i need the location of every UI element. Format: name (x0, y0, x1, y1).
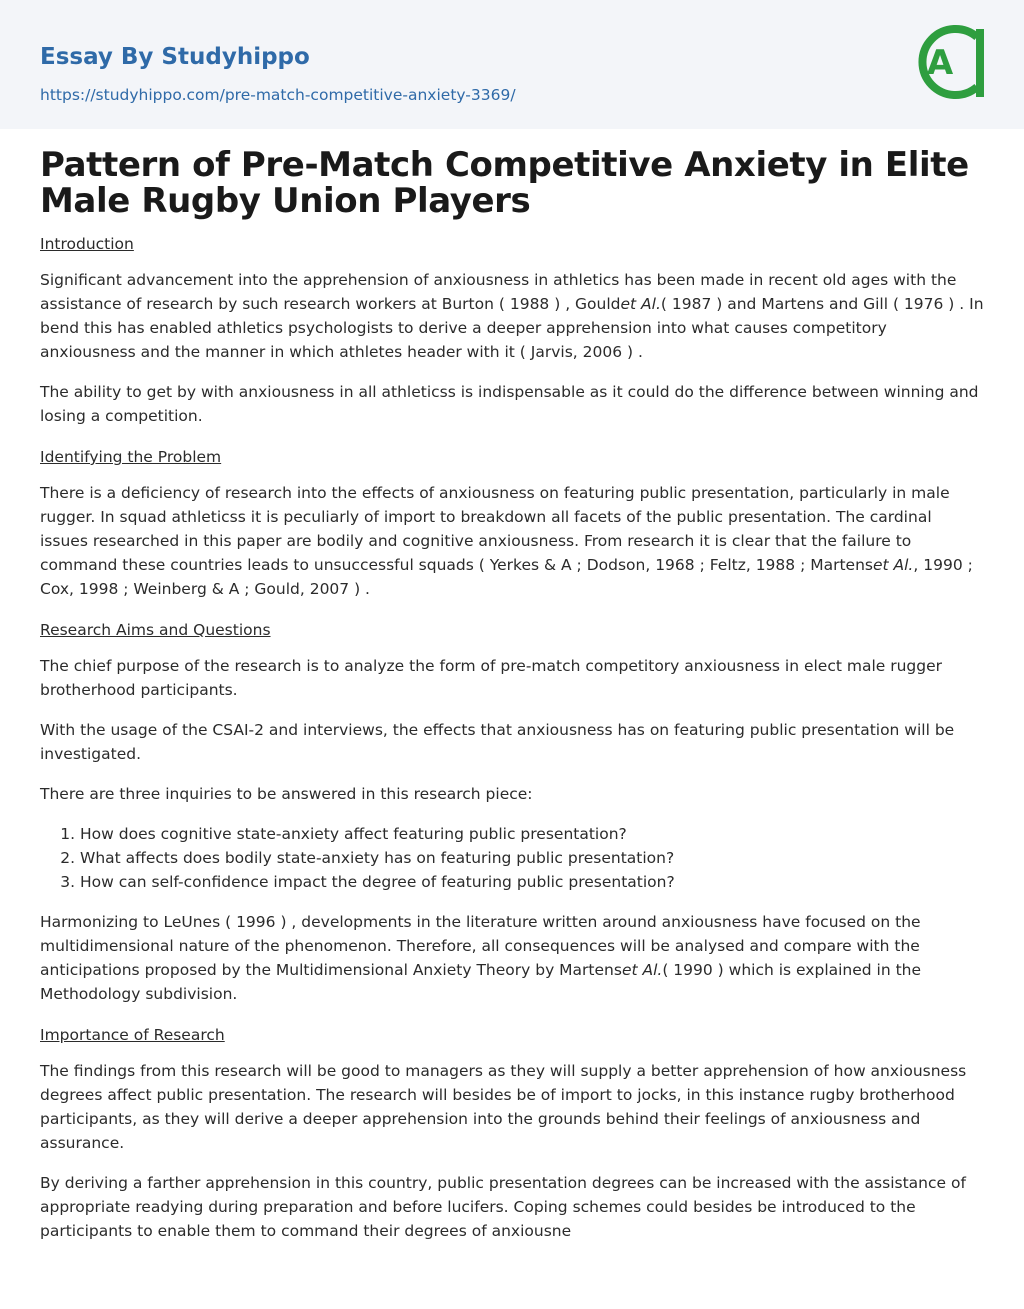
aims-heading: Research Aims and Questions (40, 621, 271, 639)
site-brand[interactable]: Essay By Studyhippo (40, 44, 310, 70)
introduction-heading: Introduction (40, 235, 134, 253)
page-header (0, 0, 1024, 129)
essay-content (0, 147, 1024, 1243)
studyhippo-logo-icon[interactable] (910, 18, 990, 106)
list-item: 2. What affects does bodily state-anxiety has on featuring public presentation? (80, 846, 984, 870)
research-questions-list (40, 822, 984, 894)
list-item: 1. How does cognitive state-anxiety affect featuring public presentation? (80, 822, 984, 846)
importance-heading: Importance of Research (40, 1026, 225, 1044)
essay-title: Pattern of Pre-Match Competitive Anxiety in Elite Male Rugby Union Players (40, 145, 969, 221)
aims-paragraph-3: There are three inquiries to be answered in this research piece: (40, 785, 533, 803)
importance-paragraph-1: The findings from this research will be good to managers as they will supply a better apprehension of how anxiousness degrees affect public presentation. The research will besides be of import to jocks, in this instance rugby brotherhood participants, as they will derive a deeper apprehension into the grounds behind their feelings of anxiousness and assurance. (40, 1062, 967, 1152)
introduction-paragraph-1: Significant advancement into the apprehension of anxiousness in athletics has been made in recent old ages with the assistance of research by such research workers at Burton ( 1988 ) , Gouldet Al.( 1987 ) and Martens and Gill ( 1976 ) . In bend this has enabled athletics psychologists to derive a deeper apprehension into what causes competitory anxiousness and the manner in which athletes header with it ( Jarvis, 2006 ) . (40, 271, 984, 361)
logo-letter: A (926, 43, 954, 83)
introduction-paragraph-2: The ability to get by with anxiousness in all athleticss is indispensable as it could do the difference between winning and losing a competition. (40, 383, 979, 425)
aims-paragraph-1: The chief purpose of the research is to analyze the form of pre-match competitory anxiousness in elect male rugger brotherhood participants. (40, 657, 943, 699)
source-url-link[interactable]: https://studyhippo.com/pre-match-competitive-anxiety-3369/ (40, 86, 516, 104)
aims-paragraph-2: With the usage of the CSAI-2 and interviews, the effects that anxiousness has on featuring public presentation will be investigated. (40, 721, 955, 763)
problem-paragraph: There is a deficiency of research into the effects of anxiousness on featuring public presentation, particularly in male rugger. In squad athleticss it is peculiarly of import to breakdown all facets of the public presentation. The cardinal issues researched in this paper are bodily and cognitive anxiousness. From research it is clear that the failure to command these countries leads to unsuccessful squads ( Yerkes & A ; Dodson, 1968 ; Feltz, 1988 ; Martenset Al., 1990 ; Cox, 1998 ; Weinberg & A ; Gould, 2007 ) . (40, 484, 973, 598)
problem-heading: Identifying the Problem (40, 448, 222, 466)
importance-paragraph-2: By deriving a farther apprehension in this country, public presentation degrees can be increased with the assistance of appropriate readying during preparation and before lucifers. Coping schemes could besides be introduced to the participants to enable them to command their degrees of anxiousne (40, 1174, 966, 1240)
list-item: 3. How can self-confidence impact the degree of featuring public presentation? (80, 870, 984, 894)
aims-paragraph-4: Harmonizing to LeUnes ( 1996 ) , developments in the literature written around anxiousness have focused on the multidimensional nature of the phenomenon. Therefore, all consequences will be analysed and compare with the anticipations proposed by the Multidimensional Anxiety Theory by Martenset Al.( 1990 ) which is explained in the Methodology subdivision. (40, 913, 922, 1003)
